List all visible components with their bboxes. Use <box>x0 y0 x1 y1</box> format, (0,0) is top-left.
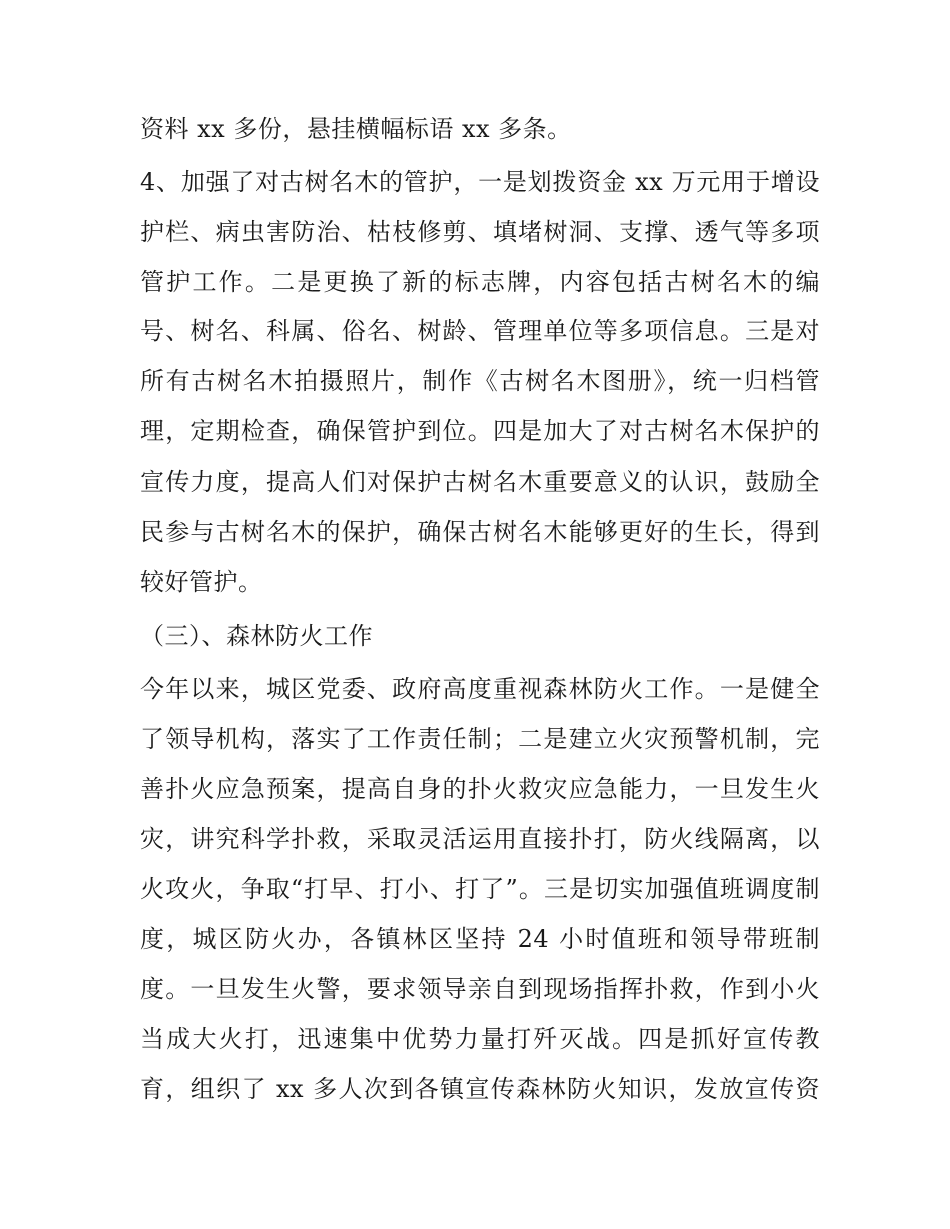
text-line-13: 了领导机构，落实了工作责任制；二是建立火灾预警机制，完 <box>140 725 820 753</box>
text-line-10: 较好管护。 <box>140 568 263 596</box>
text-line-15: 灾，讲究科学扑救，采取灵活运用直接扑打，防火线隔离，以 <box>140 825 820 853</box>
text-line-9: 民参与古树名木的保护，确保古树名木能够更好的生长，得到 <box>140 518 820 546</box>
text-line-18: 度。一旦发生火警，要求领导亲自到现场指挥扑救，作到小火 <box>140 975 820 1003</box>
text-line-14: 善扑火应急预案，提高自身的扑火救灾应急能力，一旦发生火 <box>140 775 820 803</box>
text-line-20: 育，组织了 xx 多人次到各镇宣传森林防火知识，发放宣传资 <box>140 1075 820 1103</box>
text-line-1: 资料 xx 多份，悬挂横幅标语 xx 多条。 <box>140 115 572 143</box>
text-line-16: 火攻火，争取“打早、打小、打了”。三是切实加强值班调度制 <box>140 875 820 903</box>
text-line-3: 护栏、病虫害防治、枯枝修剪、填堵树洞、支撑、透气等多项 <box>140 218 820 246</box>
text-line-2: 4、加强了对古树名木的管护，一是划拨资金 xx 万元用于增设 <box>140 168 820 196</box>
text-line-19: 当成大火打，迅速集中优势力量打歼灭战。四是抓好宣传教 <box>140 1025 820 1053</box>
text-line-12: 今年以来，城区党委、政府高度重视森林防火工作。一是健全 <box>140 675 820 703</box>
text-line-4: 管护工作。二是更换了新的标志牌，内容包括古树名木的编 <box>140 268 820 296</box>
section-heading: （三）、森林防火工作 <box>140 622 373 650</box>
text-line-6: 所有古树名木拍摄照片，制作《古树名木图册》，统一归档管 <box>140 367 820 395</box>
text-line-17: 度，城区防火办，各镇林区坚持 24 小时值班和领导带班制 <box>140 925 820 953</box>
text-line-7: 理，定期检查，确保管护到位。四是加大了对古树名木保护的 <box>140 417 820 445</box>
text-line-8: 宣传力度，提高人们对保护古树名木重要意义的认识，鼓励全 <box>140 468 820 496</box>
text-line-5: 号、树名、科属、俗名、树龄、管理单位等多项信息。三是对 <box>140 317 820 345</box>
